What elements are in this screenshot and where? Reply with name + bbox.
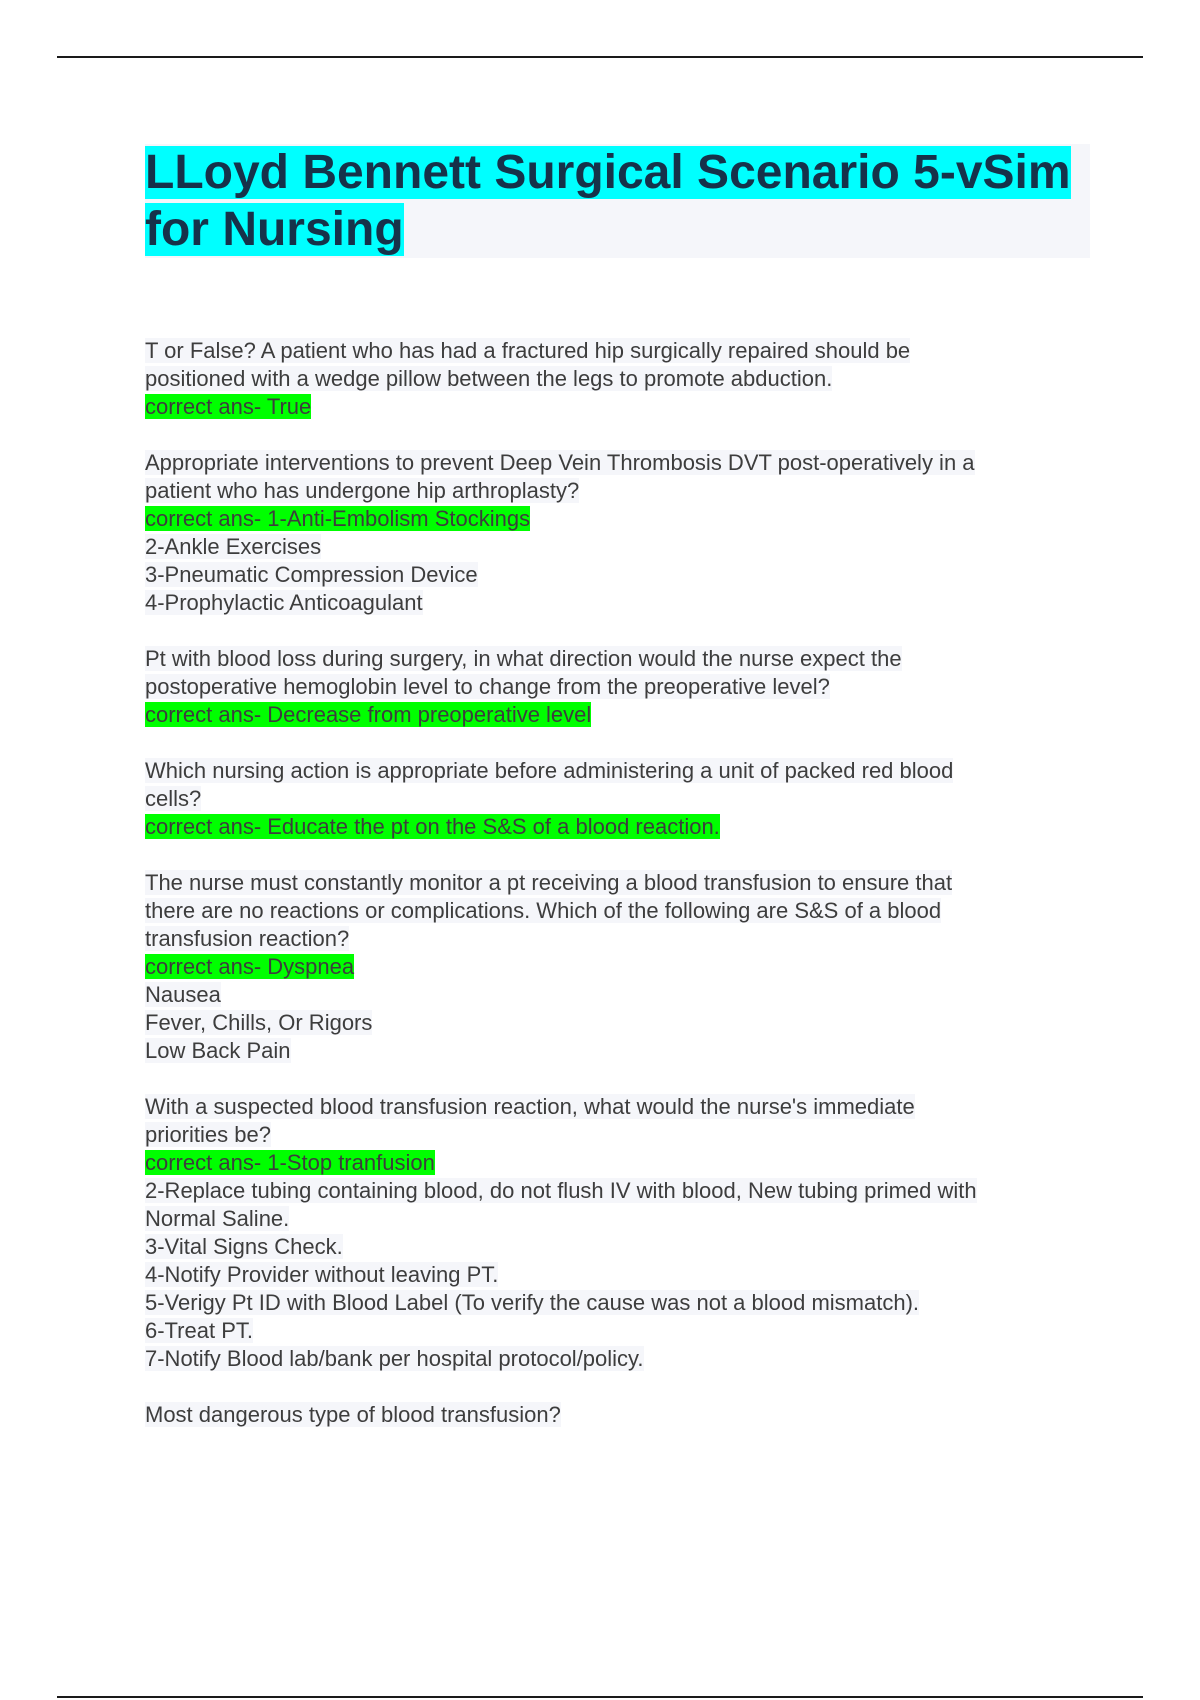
question-line (145, 337, 1090, 365)
question-text: priorities be? (145, 1122, 271, 1147)
qa-item (145, 337, 1090, 421)
answer-continuation-text: 4-Notify Provider without leaving PT. (145, 1262, 499, 1287)
question-line (145, 757, 1090, 785)
question-text: there are no reactions or complications. Which of the following are S&S of a blood (145, 898, 942, 923)
question-text: positioned with a wedge pillow between the legs to promote abduction. (145, 366, 833, 391)
question-text: The nurse must constantly monitor a pt receiving a blood transfusion to ensure that (145, 870, 953, 895)
answer-continuation-line (145, 561, 1090, 589)
answer-line (145, 393, 1090, 421)
answer-continuation-line (145, 533, 1090, 561)
question-text: patient who has undergone hip arthroplasty? (145, 478, 580, 503)
qa-item (145, 449, 1090, 617)
question-text: postoperative hemoglobin level to change from the preoperative level? (145, 674, 830, 699)
qa-item (145, 1401, 1090, 1429)
answer-continuation-line (145, 1177, 1090, 1205)
title-line-1: LLoyd Bennett Surgical Scenario 5-vSim (145, 146, 1071, 199)
qa-item (145, 645, 1090, 729)
answer-continuation-text: 4-Prophylactic Anticoagulant (145, 590, 423, 615)
question-text: transfusion reaction? (145, 926, 350, 951)
question-line (145, 477, 1090, 505)
title-block (145, 144, 1090, 258)
answer-line (145, 813, 1090, 841)
question-line (145, 673, 1090, 701)
answer-continuation-text: Normal Saline. (145, 1206, 290, 1231)
answer-continuation-line (145, 1233, 1090, 1261)
qa-item (145, 1093, 1090, 1373)
question-text: With a suspected blood transfusion reaction, what would the nurse's immediate (145, 1094, 915, 1119)
answer-text: correct ans- Educate the pt on the S&S of a blood reaction. (145, 814, 720, 839)
qa-list (145, 337, 1090, 1457)
question-line (145, 869, 1090, 897)
answer-continuation-text: Low Back Pain (145, 1038, 291, 1063)
question-text: Most dangerous type of blood transfusion? (145, 1402, 561, 1427)
title-line-2: for Nursing (145, 203, 404, 256)
answer-line (145, 953, 1090, 981)
answer-text: correct ans- Decrease from preoperative level (145, 702, 592, 727)
question-text: cells? (145, 786, 202, 811)
answer-continuation-text: 2-Replace tubing containing blood, do not flush IV with blood, New tubing primed with (145, 1178, 977, 1203)
bottom-rule (57, 1696, 1143, 1698)
answer-continuation-line (145, 1317, 1090, 1345)
question-line (145, 365, 1090, 393)
answer-text: correct ans- Dyspnea (145, 954, 355, 979)
question-line (145, 1401, 1090, 1429)
question-text: Appropriate interventions to prevent Deep Vein Thrombosis DVT post-operatively in a (145, 450, 975, 475)
answer-continuation-line (145, 981, 1090, 1009)
answer-line (145, 701, 1090, 729)
answer-continuation-text: Fever, Chills, Or Rigors (145, 1010, 373, 1035)
question-line (145, 897, 1090, 925)
top-rule (57, 56, 1143, 58)
answer-continuation-line (145, 1009, 1090, 1037)
question-line (145, 449, 1090, 477)
answer-line (145, 505, 1090, 533)
question-line (145, 785, 1090, 813)
question-line (145, 925, 1090, 953)
question-text: Pt with blood loss during surgery, in what direction would the nurse expect the (145, 646, 902, 671)
answer-continuation-text: 5-Verigy Pt ID with Blood Label (To verify the cause was not a blood mismatch). (145, 1290, 920, 1315)
answer-continuation-line (145, 1289, 1090, 1317)
question-line (145, 1093, 1090, 1121)
page-title (145, 144, 1090, 258)
qa-item (145, 757, 1090, 841)
question-line (145, 1121, 1090, 1149)
answer-continuation-line (145, 1345, 1090, 1373)
answer-continuation-text: 3-Vital Signs Check. (145, 1234, 343, 1259)
answer-continuation-text: 2-Ankle Exercises (145, 534, 322, 559)
question-text: T or False? A patient who has had a fractured hip surgically repaired should be (145, 338, 911, 363)
answer-text: correct ans- True (145, 394, 312, 419)
answer-continuation-line (145, 1037, 1090, 1065)
answer-continuation-text: 3-Pneumatic Compression Device (145, 562, 478, 587)
answer-continuation-line (145, 589, 1090, 617)
question-line (145, 645, 1090, 673)
answer-continuation-line (145, 1205, 1090, 1233)
answer-text: correct ans- 1-Anti-Embolism Stockings (145, 506, 531, 531)
question-text: Which nursing action is appropriate before administering a unit of packed red blood (145, 758, 954, 783)
answer-continuation-text: 7-Notify Blood lab/bank per hospital protocol/policy. (145, 1346, 644, 1371)
answer-continuation-text: 6-Treat PT. (145, 1318, 253, 1343)
answer-text: correct ans- 1-Stop tranfusion (145, 1150, 435, 1175)
answer-continuation-text: Nausea (145, 982, 221, 1007)
qa-item (145, 869, 1090, 1065)
answer-line (145, 1149, 1090, 1177)
answer-continuation-line (145, 1261, 1090, 1289)
